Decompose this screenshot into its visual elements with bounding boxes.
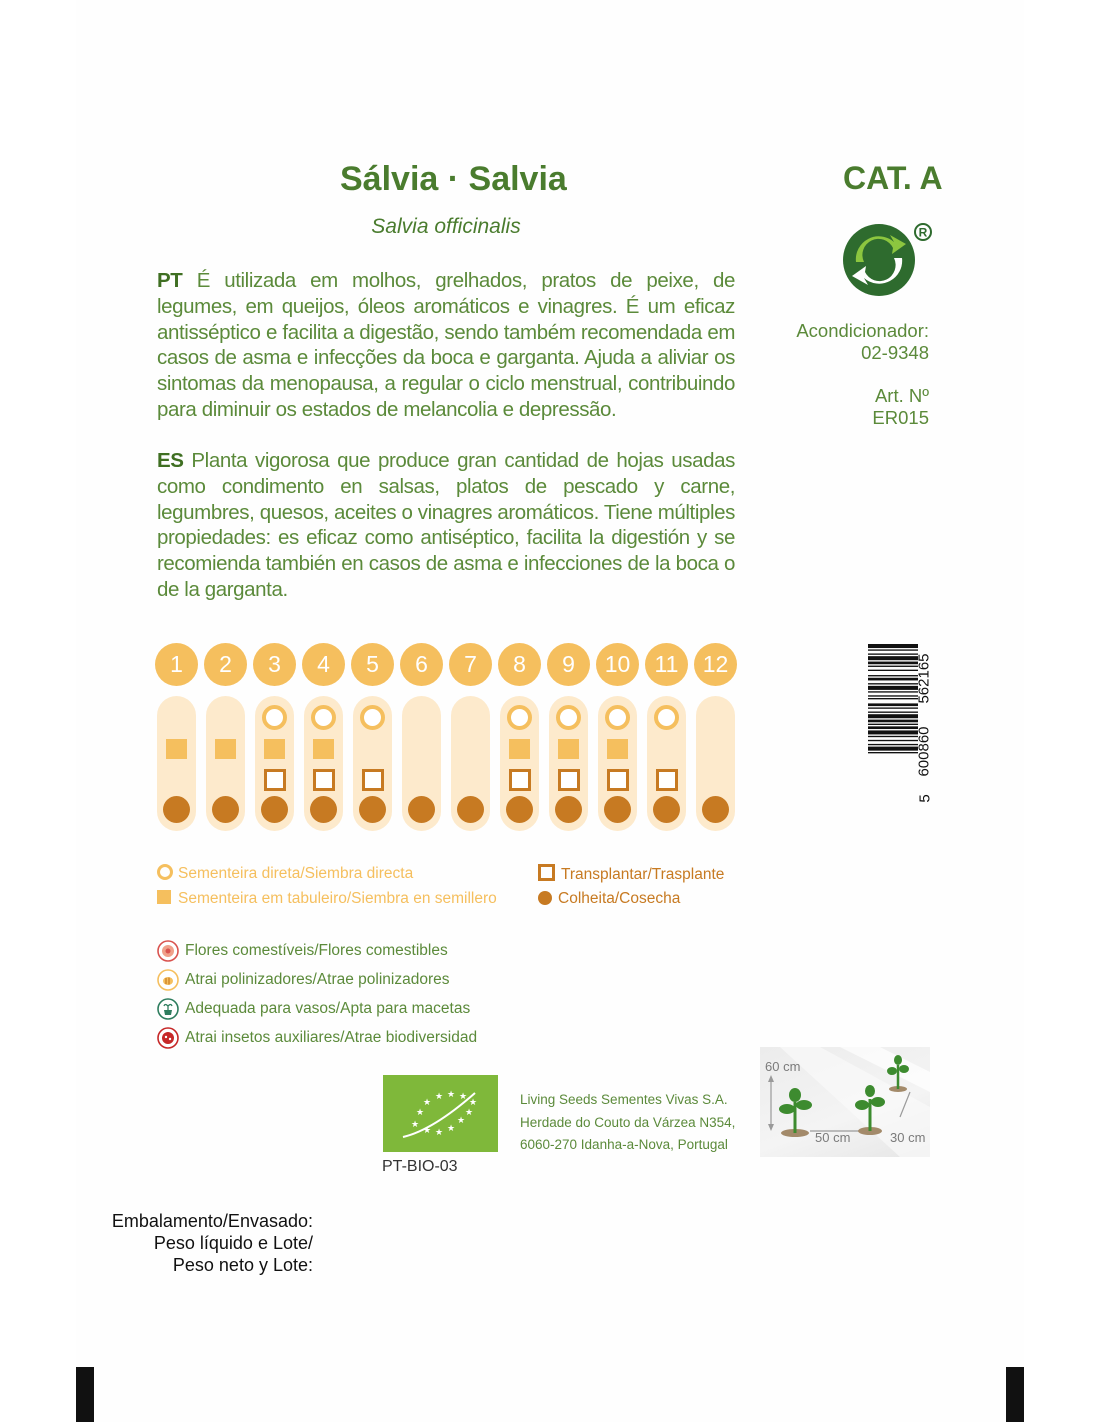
svg-text:R: R [918,225,928,240]
harvest-icon [653,796,680,823]
harvest-icon [506,796,533,823]
svg-text:★: ★ [416,1108,425,1118]
harvest-icon [310,796,337,823]
direct-sowing-icon [360,705,385,730]
month-number: 1 [155,643,198,686]
legend-transplant: Transplantar/Trasplante [538,864,724,884]
month-column-5 [351,643,394,833]
svg-text:★: ★ [435,1092,444,1102]
tray-sowing-icon [558,739,579,759]
article-label: Art. Nº [874,385,929,406]
barcode-bar [868,698,918,699]
svg-text:★: ★ [469,1098,478,1108]
month-column-2 [204,643,247,833]
packaging-line-1: Embalamento/Envasado: [111,1211,313,1231]
planting-spacing-diagram [760,1047,930,1157]
month-number: 4 [302,643,345,686]
barcode-bar [868,747,918,751]
row-spacing-label: 60 cm [765,1059,801,1074]
harvest-icon [702,796,729,823]
direct-sowing-icon [311,705,336,730]
transplant-icon [558,769,580,791]
barcode-bar [868,678,918,681]
barcode-digits-right: 562165 [915,653,933,704]
barcode-bar [868,736,918,737]
legend-tray: Sementeira em tabuleiro/Siembra en semillero [157,890,497,908]
barcode-bar [868,662,918,665]
month-column-7 [449,643,492,833]
month-column-12 [694,643,737,833]
month-column-9 [547,643,590,833]
description-pt-text: É utilizada em molhos, grelhados, pratos de peixe, de legumes, em queijos, óleos aromáticos e vinagres. É um eficaz antisséptico e facilita a digestão, sendo também recomendada em casos de asma e infecções da boca e garganta. Ajuda a aliviar os sintomas da menopausa, a regular o ciclo menstrual, contribuindo para diminuir os estados de melancolia e depressão. [157,269,736,421]
crop-mark-right [1006,1367,1024,1422]
direct-sowing-icon [654,705,679,730]
barcode-bar [868,726,918,729]
month-column-1 [155,643,198,833]
barcode-bar [868,703,918,706]
month-number: 3 [253,643,296,686]
packaging-info [98,1210,313,1276]
barcode-digits [915,640,937,815]
barcode-bar [868,691,918,692]
barcode-bar [868,683,918,684]
month-column-6 [400,643,443,833]
barcode-bar [868,714,918,718]
tray-sowing-icon [509,739,530,759]
month-column-3 [253,643,296,833]
direct-sowing-icon [507,705,532,730]
svg-text:★: ★ [411,1120,420,1130]
barcode-bar [868,740,918,741]
tray-sowing-icon [215,739,236,759]
barcode-bar [868,675,918,676]
packer-code: 02-9348 [861,342,929,363]
month-column-10 [596,643,639,833]
barcode-bar [868,666,918,667]
barcode-bar [868,730,918,734]
barcode-bar [868,712,918,713]
transplant-icon [509,769,531,791]
month-number: 7 [449,643,492,686]
month-number: 12 [694,643,737,686]
svg-text:★: ★ [447,1090,456,1100]
attribute-edible-flowers: Flores comestíveis/Flores comestibles [157,940,448,962]
barcode-bar [868,744,918,745]
svg-text:★: ★ [465,1108,474,1118]
transplant-icon [362,769,384,791]
month-column-8 [498,643,541,833]
attribute-pollinators: Atrai polinizadores/Atrae polinizadores [157,969,450,991]
svg-text:★: ★ [459,1092,468,1102]
barcode-bar [868,653,918,654]
svg-text:★: ★ [423,1126,432,1136]
harvest-icon [212,796,239,823]
harvest-icon [555,796,582,823]
barcode-bar [868,707,918,708]
legend-harvest: Colheita/Cosecha [538,890,680,908]
depth-spacing-label: 30 cm [890,1130,926,1145]
barcode-bar [868,720,918,723]
attribute-beneficial-insects: Atrai insetos auxiliares/Atrae biodiversidad [157,1027,477,1049]
eu-leaf-stars-icon [383,1075,498,1152]
svg-text:★: ★ [447,1124,456,1134]
harvest-icon [408,796,435,823]
packer-label: Acondicionador: [796,320,929,341]
barcode-digit-left: 5 [916,794,934,803]
barcode-digits-mid: 600860 [915,726,933,777]
month-number: 6 [400,643,443,686]
barcode-bar [868,752,918,753]
barcode-bar [868,644,918,648]
barcode-bar [868,670,918,671]
description-es-text: Planta vigorosa que produce gran cantidad de hojas usadas como condimento en salsas, platos de pescado y carne, legumbres, quesos, aceites o vinagres aromáticos. Tiene múltiples propiedades: es eficaz como antiséptico, facilita la digestión y se recomienda también en casos de asma e infecciones de la boca o de la garganta. [157,449,735,601]
tray-sowing-icon [607,739,628,759]
barcode-bar [868,656,918,660]
category-label: CAT. A [843,160,943,196]
ladybug-icon [157,1027,179,1049]
flower-icon [157,940,179,962]
sowing-calendar [155,643,740,833]
transplant-icon [313,769,335,791]
packaging-line-3: Peso neto y Lote: [172,1255,313,1275]
company-city: 6060-270 Idanha-a-Nova, Portugal [520,1137,728,1152]
tray-sowing-icon [264,739,285,759]
direct-sowing-icon [605,705,630,730]
green-dot-recycle-icon [842,222,937,300]
direct-sowing-icon [556,705,581,730]
month-number: 5 [351,643,394,686]
bee-icon [157,969,179,991]
pot-icon [157,998,179,1020]
eu-organic-logo [383,1075,498,1152]
tray-sowing-icon [157,890,171,904]
company-address [520,1089,735,1157]
organic-certification-code: PT-BIO-03 [382,1158,458,1175]
svg-text:★: ★ [423,1098,432,1108]
barcode-bar [868,695,918,696]
plant-spacing-label: 50 cm [815,1130,851,1145]
lang-label-es: ES [157,449,184,472]
scientific-name: Salvia officinalis [371,215,521,238]
transplant-icon [264,769,286,791]
company-name: Living Seeds Sementes Vivas S.A. [520,1092,728,1107]
crop-mark-left [76,1367,94,1422]
transplant-icon [607,769,629,791]
harvest-icon [261,796,288,823]
harvest-icon [359,796,386,823]
description-pt [157,268,735,423]
month-number: 10 [596,643,639,686]
packaging-line-2: Peso líquido e Lote/ [153,1233,313,1253]
transplant-icon [656,769,678,791]
direct-sowing-icon [262,705,287,730]
month-column-4 [302,643,345,833]
barcode-bar [868,649,918,650]
harvest-icon [457,796,484,823]
barcode-bar [868,724,918,725]
product-title: Sálvia · Salvia [340,160,567,198]
barcode-bar [868,686,918,690]
month-column-11 [645,643,688,833]
article-code: ER015 [872,407,929,428]
company-street: Herdade do Couto da Várzea N354, [520,1114,736,1130]
svg-text:★: ★ [457,1116,466,1126]
legend-direct: Sementeira direta/Siembra directa [157,864,413,883]
month-number: 2 [204,643,247,686]
transplant-icon [538,864,555,881]
month-number: 8 [498,643,541,686]
harvest-icon [163,796,190,823]
packer-info [796,320,929,364]
lang-label-pt: PT [157,269,183,292]
svg-text:★: ★ [435,1128,444,1138]
tray-sowing-icon [166,739,187,759]
month-number: 11 [645,643,688,686]
direct-sowing-icon [157,864,173,880]
article-info [872,385,929,429]
attribute-pots: Adequada para vasos/Apta para macetas [157,998,470,1020]
description-es [157,448,735,603]
harvest-icon [604,796,631,823]
harvest-icon [538,891,552,905]
tray-sowing-icon [313,739,334,759]
month-number: 9 [547,643,590,686]
